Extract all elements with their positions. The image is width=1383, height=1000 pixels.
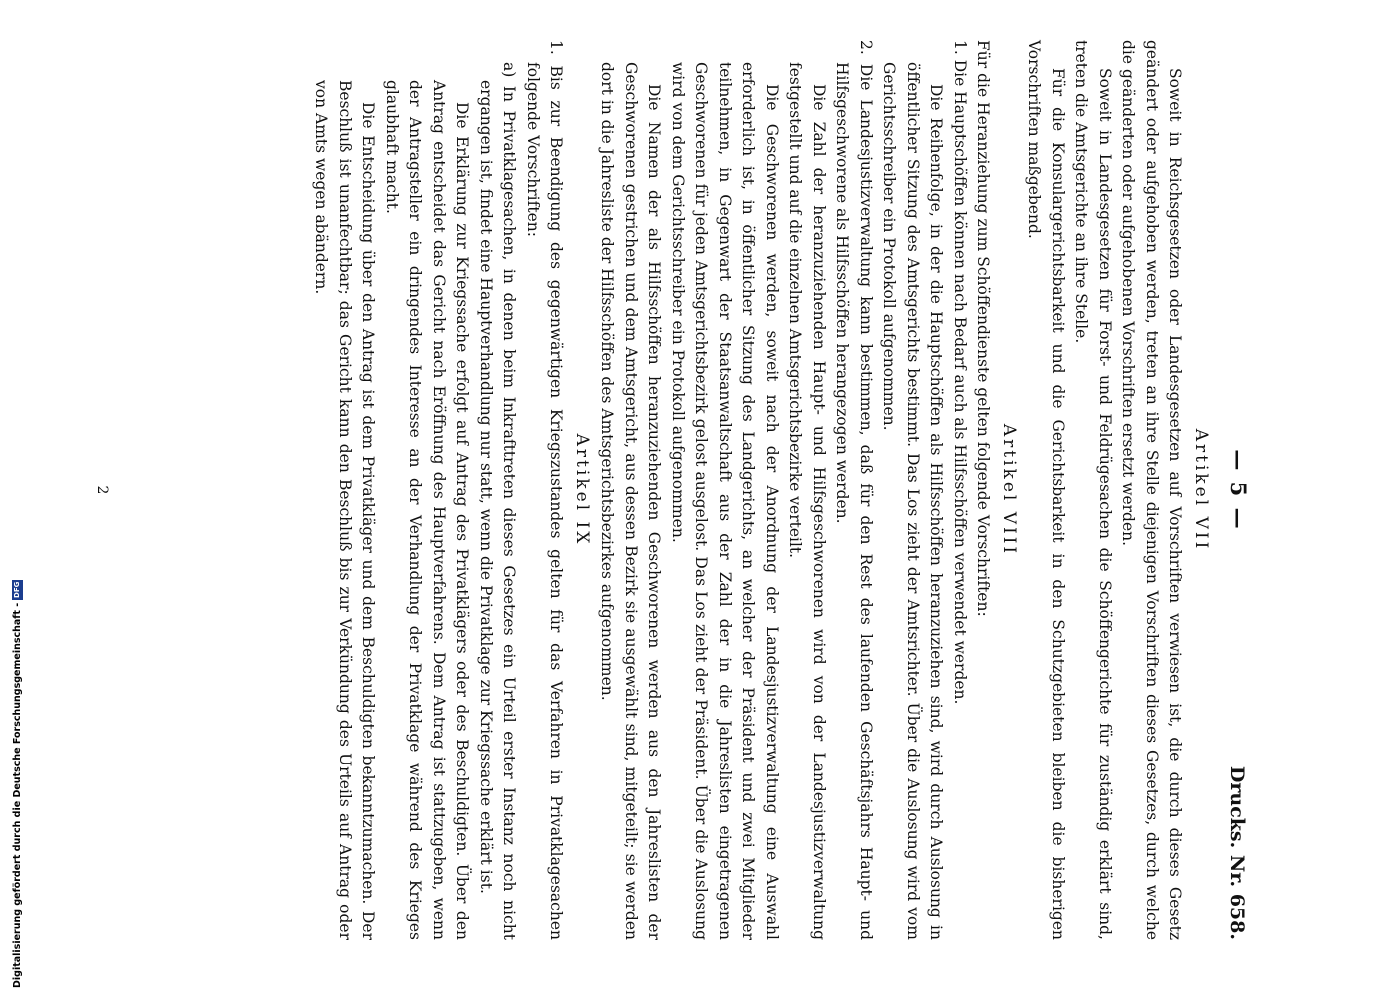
sub-item-letter: a) xyxy=(500,62,519,78)
item-number: 1. xyxy=(951,40,969,55)
item-number: 1. xyxy=(547,40,566,55)
paragraph: Die Erklärung zur Kriegssache erfolgt auf Antrag des Privatklägers oder des Beschuldigten. Über den Antrag entscheidet das Gericht nach Eröffnung des Hauptverfahrens. Dem Antrag ist stattzugeben, wenn der Antragsteller ein dringendes Interesse an der Verhandlung der Privatklage während des Krieges glaubhaft macht. xyxy=(383,80,472,940)
article-intro: Für die Heranziehung zum Schöffendienste gelten folgende Vorschriften: xyxy=(974,40,993,617)
document-reference: Drucks. Nr. 658. xyxy=(1226,765,1248,940)
item-text: Die Landesjustizverwaltung kann bestimmen, daß für den Rest des laufenden Geschäftsjahrs Haupt- und Hilfsgeschworene als Hilfsschöffen herangezogen werden. xyxy=(833,62,875,940)
list-item xyxy=(521,40,568,940)
paragraph: Die Zahl der heranzuziehenden Haupt- und Hilfsgeschworenen wird von der Landesjustizverwaltung festgestellt und auf die einzelnen Amtsgerichtsbezirke verteilt. xyxy=(786,62,828,940)
paragraph: Soweit in Landesgesetzen für Forst- und Feldrügesachen die Schöffengerichte für zuständig erklärt sind, treten die Amtsgerichte an ihre Stelle. xyxy=(1072,40,1114,940)
digitization-note xyxy=(12,580,23,988)
document-page xyxy=(90,40,1250,940)
list-item xyxy=(830,40,877,940)
paragraph: Soweit in Reichsgesetzen oder Landesgesetzen auf Vorschriften verwiesen ist, die durch dieses Gesetz geändert oder aufgehoben werden, treten an ihre Stelle diejenigen Vorschriften dieses Gesetzes, durch welche die geänderten oder aufgehobenen Vorschriften ersetzt werden. xyxy=(1119,40,1185,940)
item-text: Die Hauptschöffen können nach Bedarf auch als Hilfsschöffen verwendet werden. xyxy=(951,59,969,705)
paragraph: Die Entscheidung über den Antrag ist dem Privatkläger und dem Beschuldigten bekanntzumachen. Der Beschluß ist unanfechtbar; das Gericht kann den Beschluß bis zur Verkündung des Urteils auf Antrag oder von Amts wegen abändern. xyxy=(312,80,378,940)
item-number: 2. xyxy=(857,40,875,55)
dfg-logo-icon: DFG xyxy=(13,581,21,598)
footer-number: 2 xyxy=(94,485,111,495)
sub-item xyxy=(474,62,521,940)
page-header xyxy=(1214,40,1250,940)
paragraph: Die Namen der als Hilfsschöffen heranzuziehenden Geschworenen werden aus den Jahreslisten der Geschworenen gestrichen und dem Amtsgericht, aus dessen Bezirk sie ausgewählt sind, mitgeteilt; sie werden dort in die Jahresliste der Hilfsschöffen des Amtsgerichtsbezirkes aufgenommen. xyxy=(598,62,664,940)
sub-item-text: In Privatklagesachen, in denen beim Inkrafttreten dieses Gesetzes ein Urteil erster Instanz noch nicht ergangen ist, findet eine Hauptverhandlung nur statt, wenn die Privatklage zur Kriegssache erklärt ist. xyxy=(477,80,519,940)
article-title: Artikel VIII xyxy=(999,423,1019,557)
page-number: — 5 — xyxy=(1226,449,1251,531)
article-title: Artikel VII xyxy=(1191,428,1211,552)
digitization-text: Digitalisierung gefördert durch die Deutsche Forschungsgemeinschaft - xyxy=(12,602,23,988)
paragraph: Die Reihenfolge, in der die Hauptschöffen als Hilfsschöffen heranzuziehen sind, wird durch Auslosung in öffentlicher Sitzung des Amtsgerichts bestimmt. Das Los zieht der Amtsrichter. Über die Auslosung wird vom Gerichtsschreiber ein Protokoll aufgenommen. xyxy=(880,62,946,940)
list-item xyxy=(948,40,972,940)
item-text: Bis zur Beendigung des gegenwärtigen Kriegszustandes gelten für das Verfahren in Privatklagesachen folgende Vorschriften: xyxy=(524,62,566,940)
paragraph: Die Geschworenen werden, soweit nach der Anordnung der Landesjustizverwaltung eine Auswahl erforderlich ist, in öffentlicher Sitzung des Landgerichts, an welcher der Präsident und zwei Mitglieder teilnehmen, in Gegenwart der Staatsanwaltschaft aus der Zahl der in die Jahreslisten eingetragenen Geschworenen für jeden Amtsgerichtsbezirk gelost ausgelost. Das Los zieht der Präsident. Über die Auslosung wird von dem Gerichtsschreiber ein Protokoll aufgenommen. xyxy=(669,62,781,940)
article-title: Artikel IX xyxy=(572,433,592,547)
paragraph: Für die Konsulargerichtsbarkeit und die Gerichtsbarkeit in den Schutzgebieten bleiben die bisherigen Vorschriften maßgebend. xyxy=(1025,40,1067,940)
